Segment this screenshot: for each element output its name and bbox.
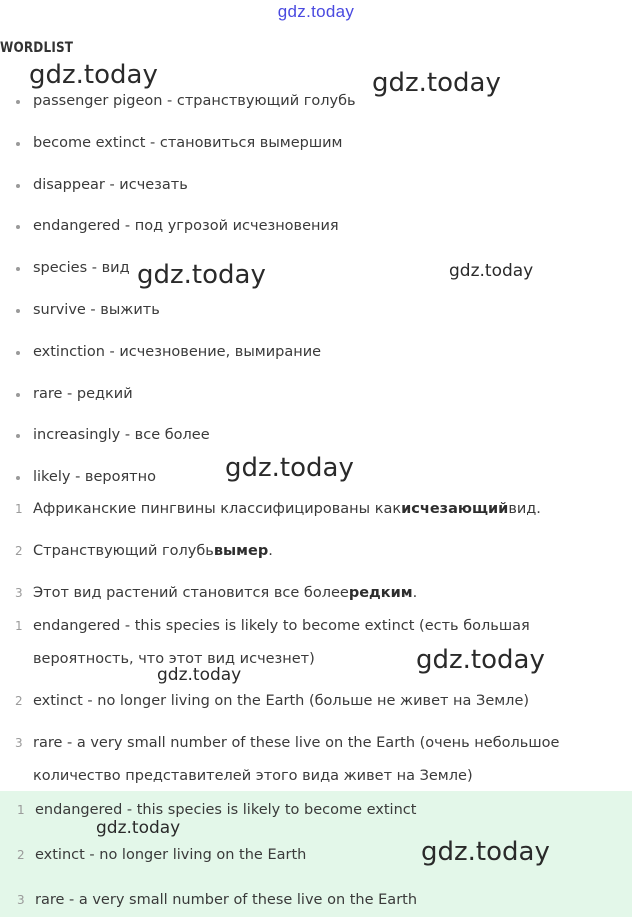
bullet-icon <box>16 393 20 397</box>
definition-text: количество представителей этого вида живет на Земле) <box>33 767 473 784</box>
wordlist-item-text: species - вид <box>33 259 130 276</box>
wordlist-item-text: likely - вероятно <box>33 468 156 485</box>
watermark: gdz.today <box>29 60 158 90</box>
wordlist-item-text: passenger pigeon - странствующий голубь <box>33 92 356 109</box>
answer-text: rare - a very small number of these live on the Earth <box>35 891 418 908</box>
definition-text: endangered - this species is likely to become extinct (есть большая <box>33 617 530 634</box>
definition-text: вероятность, что этот вид исчезнет) <box>33 650 315 667</box>
watermark: gdz.today <box>96 818 181 838</box>
bullet-icon <box>16 225 20 229</box>
watermark: gdz.today <box>421 837 550 867</box>
translation-text: Африканские пингвины классифицированы как исчезающий вид. <box>33 500 541 517</box>
translation-text: Этот вид растений становится все более редким . <box>33 584 418 601</box>
wordlist-item-text: disappear - исчезать <box>33 176 188 193</box>
translation-text: Странствующий голубь вымер . <box>33 542 273 559</box>
header-watermark: gdz.today <box>277 2 355 21</box>
bullet-icon <box>16 100 20 104</box>
watermark: gdz.today <box>416 645 545 675</box>
item-number: 1 <box>15 619 23 633</box>
wordlist-item-text: increasingly - все более <box>33 426 210 443</box>
bullet-icon <box>16 476 20 480</box>
wordlist-item-text: endangered - под угрозой исчезновения <box>33 217 339 234</box>
definition-text: extinct - no longer living on the Earth (больше не живет на Земле) <box>33 692 530 709</box>
wordlist-item-text: extinction - исчезновение, вымирание <box>33 343 322 360</box>
item-number: 3 <box>15 586 23 600</box>
answer-text: endangered - this species is likely to become extinct <box>35 801 417 818</box>
wordlist-title: WORDLIST <box>0 40 74 56</box>
bullet-icon <box>16 434 20 438</box>
bullet-icon <box>16 351 20 355</box>
highlight-word: вымер <box>213 542 269 559</box>
watermark: gdz.today <box>225 453 354 483</box>
highlight-word: исчезающий <box>401 500 509 517</box>
watermark: gdz.today <box>372 68 501 98</box>
watermark: gdz.today <box>137 260 266 290</box>
item-number: 1 <box>15 502 23 516</box>
bullet-icon <box>16 267 20 271</box>
wordlist-item-text: become extinct - становиться вымершим <box>33 134 343 151</box>
bullet-icon <box>16 184 20 188</box>
highlight-word: редким <box>348 584 413 601</box>
answer-text: extinct - no longer living on the Earth <box>35 846 307 863</box>
watermark: gdz.today <box>449 261 534 281</box>
item-number: 2 <box>15 694 23 708</box>
definition-text: rare - a very small number of these live on the Earth (очень небольшое <box>33 734 560 751</box>
wordlist-item-text: survive - выжить <box>33 301 160 318</box>
bullet-icon <box>16 309 20 313</box>
item-number: 1 <box>17 803 25 817</box>
watermark: gdz.today <box>157 665 242 685</box>
wordlist-item-text: rare - редкий <box>33 385 133 402</box>
item-number: 2 <box>17 848 25 862</box>
item-number: 2 <box>15 544 23 558</box>
item-number: 3 <box>15 736 23 750</box>
item-number: 3 <box>17 893 25 907</box>
bullet-icon <box>16 142 20 146</box>
